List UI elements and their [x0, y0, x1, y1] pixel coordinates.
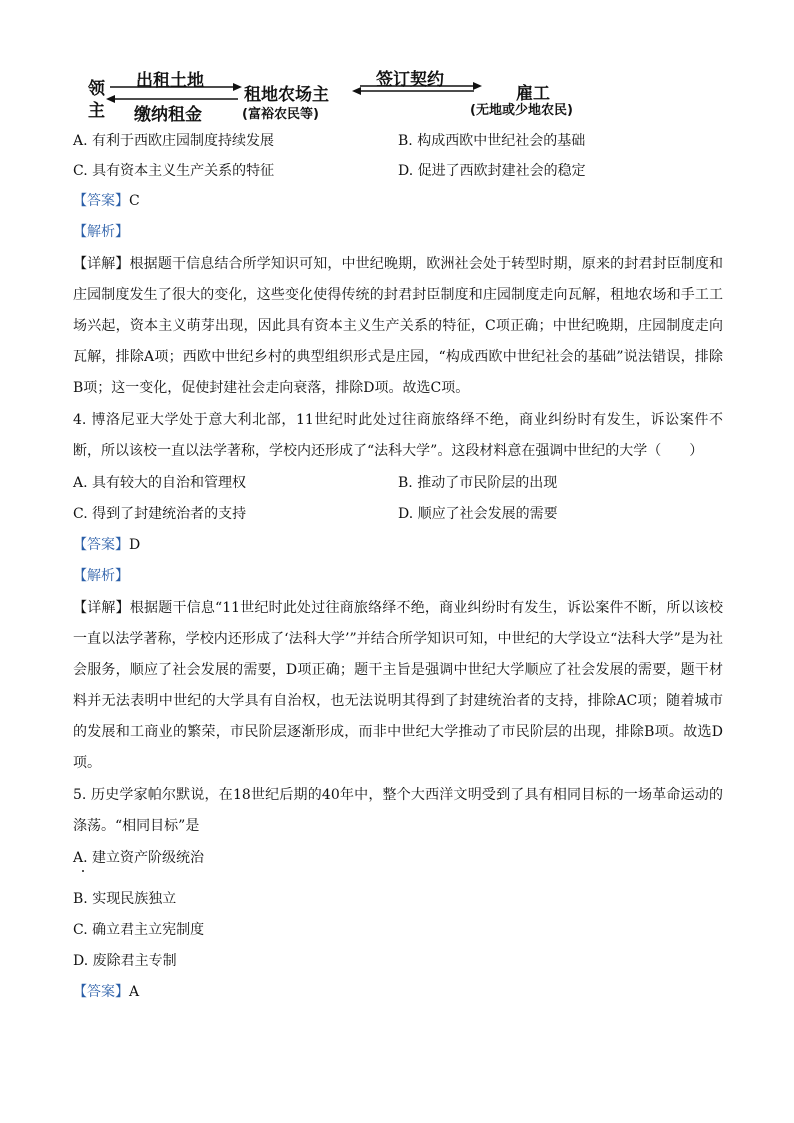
q5-answer: A	[129, 984, 140, 1000]
hired-label: 雇工	[516, 84, 550, 104]
q5-option-c: C. 确立君主立宪制度	[73, 922, 205, 938]
q5-option-d: D. 废除君主专制	[73, 953, 177, 969]
q3-option-d: D. 促进了西欧封建社会的稳定	[398, 163, 586, 179]
answer-tag: 【答案】	[73, 193, 129, 209]
arrow-head-left	[106, 95, 115, 103]
q4-answer: D	[129, 537, 141, 553]
relationship-diagram	[84, 62, 624, 125]
sign-contract-label: 签订契约	[376, 70, 444, 90]
q3-answer-line	[73, 191, 140, 211]
arrow-head-right-2	[473, 82, 482, 90]
analysis-tag: 【解析】	[73, 568, 129, 584]
stray-dot	[82, 870, 84, 872]
q4-option-c: C. 得到了封建统治者的支持	[73, 506, 247, 522]
q4-answer-line	[73, 535, 140, 555]
tenant-note: (富裕农民等)	[242, 107, 319, 122]
rent-out-land-label: 出租土地	[136, 71, 204, 91]
arrow-head-right	[233, 83, 242, 91]
hired-note: (无地或少地农民)	[470, 103, 573, 118]
answer-tag: 【答案】	[73, 984, 129, 1000]
answer-tag: 【答案】	[73, 537, 129, 553]
q4-analysis-heading	[73, 566, 129, 586]
arrow-head-left-2	[352, 87, 361, 95]
lord-label-top: 领	[88, 79, 105, 99]
q4-stem: 4. 博洛尼亚大学处于意大利北部，11世纪时此处过往商旅络绎不绝，商业纠纷时有发生，诉讼案件不断，所以该校一直以法学著称，学校内还形成了“法科大学”。这段材料意在强调中世纪的大学（ ）	[73, 412, 723, 459]
q3-detail-text: 根据题干信息结合所学知识可知，中世纪晚期，欧洲社会处于转型时期，原来的封君封臣制度和庄园制度发生了很大的变化，这些变化使得传统的封君封臣制度和庄园制度走向瓦解，租地农场和手工工场兴起，资本主义萌芽出现，因此具有资本主义生产关系的特征，C项正确；中世纪晚期，庄园制度走向瓦解，排除A项；西欧中世纪乡村的典型组织形式是庄园，“构成西欧中世纪社会的基础”说法错误，排除B项；这一变化，促使封建社会走向衰落，排除D项。故选C项。	[73, 256, 724, 396]
q5-answer-line	[73, 982, 139, 1002]
q4-option-d: D. 顺应了社会发展的需要	[398, 506, 558, 522]
detail-tag: 【详解】	[73, 600, 130, 616]
detail-tag: 【详解】	[73, 256, 130, 272]
q4-detail-text: 根据题干信息“11世纪时此处过往商旅络绎不绝，商业纠纷时有发生，诉讼案件不断，所以该校一直以法学著称，学校内还形成了‘法科大学’”并结合所学知识可知，中世纪的大学设立“法科大学”是为社会服务，顺应了社会发展的需要，D项正确；题干主旨是强调中世纪大学顺应了社会发展的需要，题干材料并无法表明中世纪的大学具有自治权，也无法说明其得到了封建统治者的支持，排除AC项；随着城市的发展和工商业的繁荣，市民阶层逐渐形成，而非中世纪大学推动了市民阶层的出现，排除B项。故选D项。	[73, 600, 723, 771]
q4-option-b: B. 推动了市民阶层的出现	[398, 475, 558, 491]
q5-option-a: A. 建立资产阶级统治	[73, 850, 205, 866]
q5-stem: 5. 历史学家帕尔默说，在18世纪后期的40年中，整个大西洋文明受到了具有相同目标的一场革命运动的涤荡。“相同目标”是	[73, 787, 723, 834]
q3-analysis-heading	[73, 222, 129, 242]
q4-detail	[73, 593, 723, 779]
lord-label-bottom: 主	[88, 101, 105, 121]
tenant-label: 租地农场主	[244, 85, 329, 105]
q5-option-b: B. 实现民族独立	[73, 891, 177, 907]
q3-answer: C	[129, 193, 140, 209]
pay-rent-label: 缴纳租金	[134, 105, 202, 125]
q3-detail	[73, 249, 723, 404]
analysis-tag: 【解析】	[73, 224, 129, 240]
q3-option-c: C. 具有资本主义生产关系的特征	[73, 163, 275, 179]
q3-option-b: B. 构成西欧中世纪社会的基础	[398, 133, 586, 149]
q3-option-a: A. 有利于西欧庄园制度持续发展	[73, 133, 275, 149]
q4-option-a: A. 具有较大的自治和管理权	[73, 475, 247, 491]
